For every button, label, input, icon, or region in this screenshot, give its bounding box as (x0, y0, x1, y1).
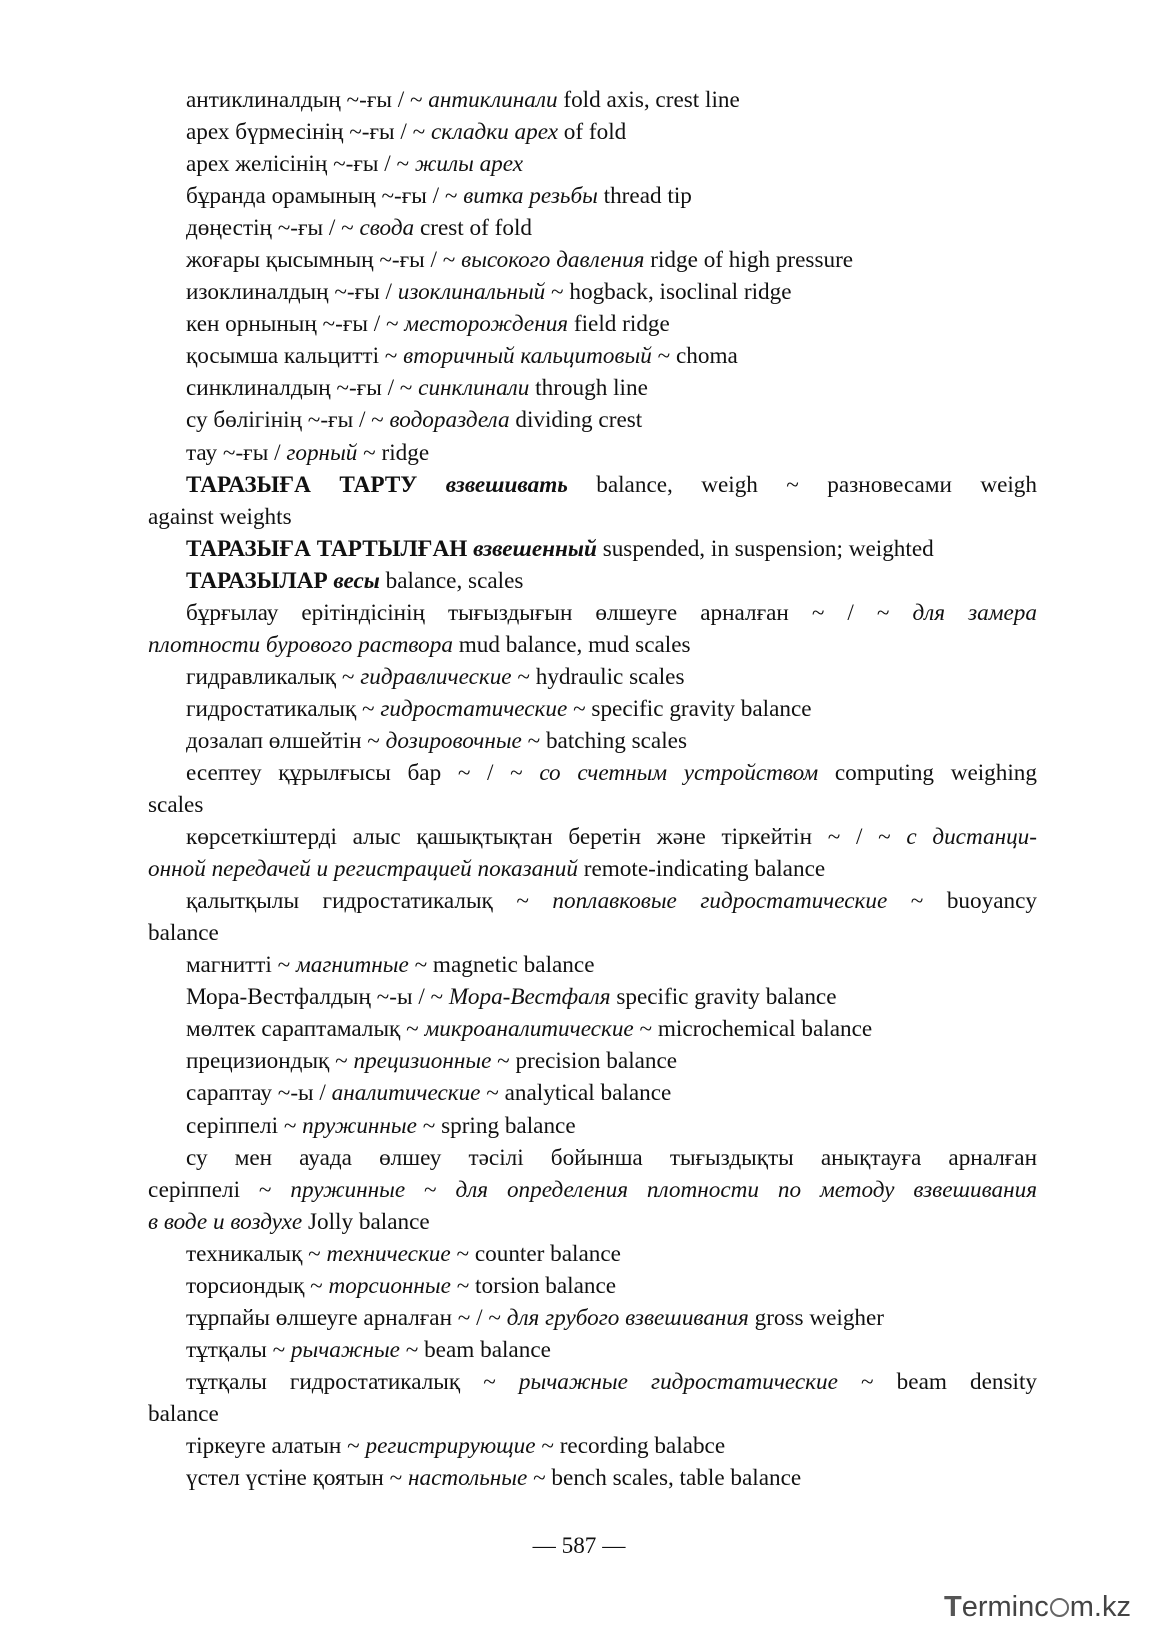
entry-text: изоклиналдың ~-ғы / (186, 279, 398, 306)
entry-text: balance, weigh ~ разновесами weigh (567, 471, 1037, 498)
entry-text: су мен ауада өлшеу тәсілі бойынша тығыздықты анықтауға арналған (186, 1144, 1037, 1171)
entry-text: сараптау ~-ы / (186, 1080, 332, 1107)
entry-line (148, 597, 1037, 629)
entry-text (417, 472, 445, 498)
entry-italic-text: онной передачей и регистрацией показаний (148, 856, 578, 883)
headword: ТАРАЗЫЛАР (186, 567, 328, 594)
entry-line (148, 981, 1037, 1013)
entry-line (148, 885, 1037, 917)
entry-text: синклиналдың ~-ғы / ~ (186, 375, 419, 402)
entry-text: ~ ridge (357, 439, 430, 466)
entry-italic-text: пружинные (290, 1176, 406, 1203)
entry-text: balance (148, 1400, 219, 1427)
entry-italic-text: аналитические (331, 1080, 481, 1107)
entry-line (148, 308, 1037, 340)
watermark-text-1: erminc (961, 1591, 1049, 1623)
entry-italic-text: синклинали (418, 375, 530, 402)
headword: ТАРАЗЫҒА ТАРТЫЛҒАН (186, 535, 468, 562)
watermark-text-2: m.kz (1069, 1591, 1131, 1623)
entry-italic-text: водораздела (389, 407, 510, 434)
entry-line (148, 1366, 1037, 1398)
entry-text: арех бүрмесінің ~-ғы / ~ (186, 119, 431, 146)
entry-text: бұрғылау ерітіндісінің тығыздығын өлшеуге арналған ~ / ~ (186, 599, 913, 626)
entry-text: тұтқалы ~ (186, 1336, 291, 1363)
entry-text: кен орнының ~-ғы / ~ (186, 311, 405, 338)
entry-text: mud balance, mud scales (452, 631, 691, 658)
headword-translation: взвешивать (445, 471, 568, 498)
entry-italic-text: Мора-Вестфаля (448, 984, 611, 1011)
entry-italic-text: жилы арех (414, 151, 524, 178)
entry-text: scales (148, 792, 204, 819)
entry-italic-text: технические (326, 1240, 451, 1267)
entry-text: ~ batching scales (521, 727, 687, 754)
entry-italic-text: регистрирующие (365, 1432, 536, 1459)
entry-line (148, 340, 1037, 372)
entry-italic-text: изоклинальный (397, 279, 546, 306)
dictionary-page (148, 84, 1037, 1494)
entry-text: дөңестің ~-ғы / ~ (186, 215, 360, 242)
entry-text: көрсеткіштерді алыс қашықтықтан беретін және тіркейтін ~ / ~ (186, 824, 907, 851)
entry-text: ~ torsion balance (450, 1272, 617, 1299)
entry-italic-text: для определения плотности по методу взвешивания (455, 1176, 1038, 1203)
entry-text: ~ magnetic balance (408, 952, 595, 979)
entry-italic-text: торсионные (328, 1272, 451, 1299)
entry-line (148, 148, 1037, 180)
entry-line (148, 276, 1037, 308)
entry-text: тіркеуге алатын ~ (186, 1432, 366, 1459)
entry-line (148, 116, 1037, 148)
entry-italic-text: рычажные (290, 1336, 400, 1363)
entry-text: дозалап өлшейтін ~ (186, 727, 386, 754)
entry-line (148, 1174, 1037, 1206)
entry-line (148, 404, 1037, 436)
entry-italic-text: магнитные (295, 952, 409, 979)
entry-italic-text: пружинные (302, 1112, 417, 1139)
entry-text: specific gravity balance (610, 984, 837, 1011)
entry-text: ~ (405, 1176, 456, 1203)
entry-text: ~ specific gravity balance (567, 695, 812, 722)
entry-line (148, 180, 1037, 212)
entry-text: dividing crest (509, 407, 643, 434)
entry-text: ~ hydraulic scales (511, 663, 685, 690)
entry-text: ~ beam balance (399, 1336, 551, 1363)
entry-line (148, 244, 1037, 276)
entry-line (148, 1398, 1037, 1430)
entry-line (148, 661, 1037, 693)
entry-line (148, 629, 1037, 661)
entry-italic-text: месторождения (404, 311, 569, 338)
entry-line (148, 372, 1037, 404)
headword: ТАРАЗЫҒА ТАРТУ (186, 471, 418, 498)
entry-text: мөлтек сараптамалық ~ (186, 1016, 425, 1043)
entry-italic-text: свода (359, 215, 415, 242)
entry-italic-text: прецизионные (353, 1048, 492, 1075)
entry-italic-text: поплавковые гидростатические (552, 888, 888, 915)
headword-translation: взвешенный (473, 535, 597, 562)
entry-text: прецизиондық ~ (186, 1048, 354, 1075)
entry-line (148, 757, 1037, 789)
entry-text: гидравликалық ~ (186, 663, 361, 690)
entry-text: balance, scales (379, 567, 524, 594)
entry-text: тұрпайы өлшеуге арналған ~ / ~ (186, 1304, 507, 1331)
entry-italic-text: со счетным устройством (539, 759, 819, 786)
entry-text: field ridge (568, 311, 670, 338)
entry-line (148, 533, 1037, 565)
page-number: — 587 — (532, 1533, 626, 1559)
entry-line (148, 501, 1037, 533)
entry-italic-text: гидравлические (360, 663, 512, 690)
entry-text: есептеу құрылғысы бар ~ / ~ (186, 759, 540, 786)
entry-line (148, 1462, 1037, 1494)
entry-text: of fold (558, 119, 627, 146)
entry-italic-text: высокого давления (461, 247, 645, 274)
entry-line (148, 1045, 1037, 1077)
entry-text: тұтқалы гидростатикалық ~ (186, 1368, 519, 1395)
watermark-circle-icon (1050, 1598, 1069, 1617)
entry-text: ~ microchemical balance (633, 1016, 873, 1043)
entry-italic-text: микроаналитические (424, 1016, 634, 1043)
entry-line (148, 469, 1037, 501)
entry-italic-text: в воде и воздухе (148, 1208, 303, 1235)
entry-text: ~ buoyancy (887, 888, 1037, 915)
entry-line (148, 565, 1037, 597)
site-watermark-logo (944, 1587, 1131, 1627)
entry-text: crest of fold (414, 215, 532, 242)
entry-line (148, 853, 1037, 885)
entry-italic-text: с дистанци- (906, 824, 1037, 851)
entry-line (148, 1142, 1037, 1174)
entry-line (148, 1110, 1037, 1142)
entry-text: ~ recording balabce (535, 1432, 726, 1459)
entry-text: thread tip (597, 183, 692, 210)
entry-text: серіппелі ~ (148, 1176, 291, 1203)
entry-line (148, 949, 1037, 981)
headword-translation: весы (333, 567, 380, 594)
entry-line (148, 1334, 1037, 1366)
entry-italic-text: плотности бурового раствора (148, 631, 453, 658)
entry-text: техникалық ~ (186, 1240, 327, 1267)
entry-italic-text: настольные (407, 1465, 528, 1492)
entry-line (148, 1077, 1037, 1109)
entry-italic-text: витка резьбы (463, 183, 598, 210)
entry-text: арех желісінің ~-ғы / ~ (186, 151, 415, 178)
entry-line (148, 212, 1037, 244)
entry-text: серіппелі ~ (186, 1112, 303, 1139)
entry-line (148, 84, 1037, 116)
entry-text: ~ precision balance (491, 1048, 678, 1075)
entry-text: ~ analytical balance (480, 1080, 672, 1107)
entry-text: ~ choma (651, 343, 738, 370)
entry-text: against weights (148, 503, 292, 530)
entry-italic-text: антиклинали (428, 87, 558, 113)
entry-italic-text: горный (286, 439, 358, 466)
entry-text: Jolly balance (302, 1208, 430, 1235)
entry-text: жоғары қысымның ~-ғы / ~ (186, 247, 462, 274)
entry-line (148, 1270, 1037, 1302)
entry-text: магнитті ~ (186, 952, 296, 979)
entry-line (148, 917, 1037, 949)
entry-text: қалытқылы гидростатикалық ~ (186, 888, 553, 915)
entry-italic-text: для замера (912, 599, 1037, 626)
entry-text: ~ bench scales, table balance (527, 1465, 802, 1492)
entry-text: үстел үстіне қоятын ~ (186, 1465, 408, 1492)
entry-text: through line (529, 375, 648, 402)
entry-line (148, 821, 1037, 853)
entry-line (148, 693, 1037, 725)
entry-text: ~ hogback, isoclinal ridge (545, 279, 792, 306)
entry-text: антиклиналдың ~-ғы / ~ (186, 87, 429, 113)
entry-italic-text: вторичный кальцитовый (403, 343, 652, 370)
entry-text: remote-indicating balance (577, 856, 826, 883)
entry-line (148, 1238, 1037, 1270)
entry-text: ~ beam density (837, 1368, 1037, 1395)
entry-line (148, 437, 1037, 469)
entry-text: торсиондық ~ (186, 1272, 329, 1299)
entry-text: су бөлігінің ~-ғы / ~ (186, 407, 390, 434)
entry-text: suspended, in suspension; weighted (596, 535, 934, 562)
entry-text: Мора-Вестфалдың ~-ы / ~ (186, 984, 449, 1011)
entry-line (148, 1302, 1037, 1334)
entry-italic-text: гидростатические (380, 695, 568, 722)
entry-italic-text: рычажные гидростатические (518, 1368, 838, 1395)
entry-text: ~ counter balance (450, 1240, 621, 1267)
entry-text: бұранда орамының ~-ғы / ~ (186, 183, 464, 210)
entry-italic-text: дозировочные (385, 727, 522, 754)
entry-line (148, 1206, 1037, 1238)
entry-text: balance (148, 920, 219, 947)
entry-italic-text: складки арех (430, 119, 558, 146)
entry-text: ~ spring balance (416, 1112, 576, 1139)
entry-line (148, 1430, 1037, 1462)
entry-text: гидростатикалық ~ (186, 695, 381, 722)
entry-text: computing weighing (818, 759, 1037, 786)
entry-line (148, 725, 1037, 757)
entry-text: fold axis, crest line (557, 87, 740, 113)
entry-line (148, 1013, 1037, 1045)
entry-text: тау ~-ғы / (186, 439, 287, 466)
entry-text: қосымша кальцитті ~ (186, 343, 404, 370)
entry-text: gross weigher (748, 1304, 885, 1331)
entry-italic-text: для грубого взвешивания (506, 1304, 749, 1331)
watermark-letter-t: T (944, 1591, 962, 1623)
entry-text: ridge of high pressure (644, 247, 854, 274)
entry-line (148, 789, 1037, 821)
